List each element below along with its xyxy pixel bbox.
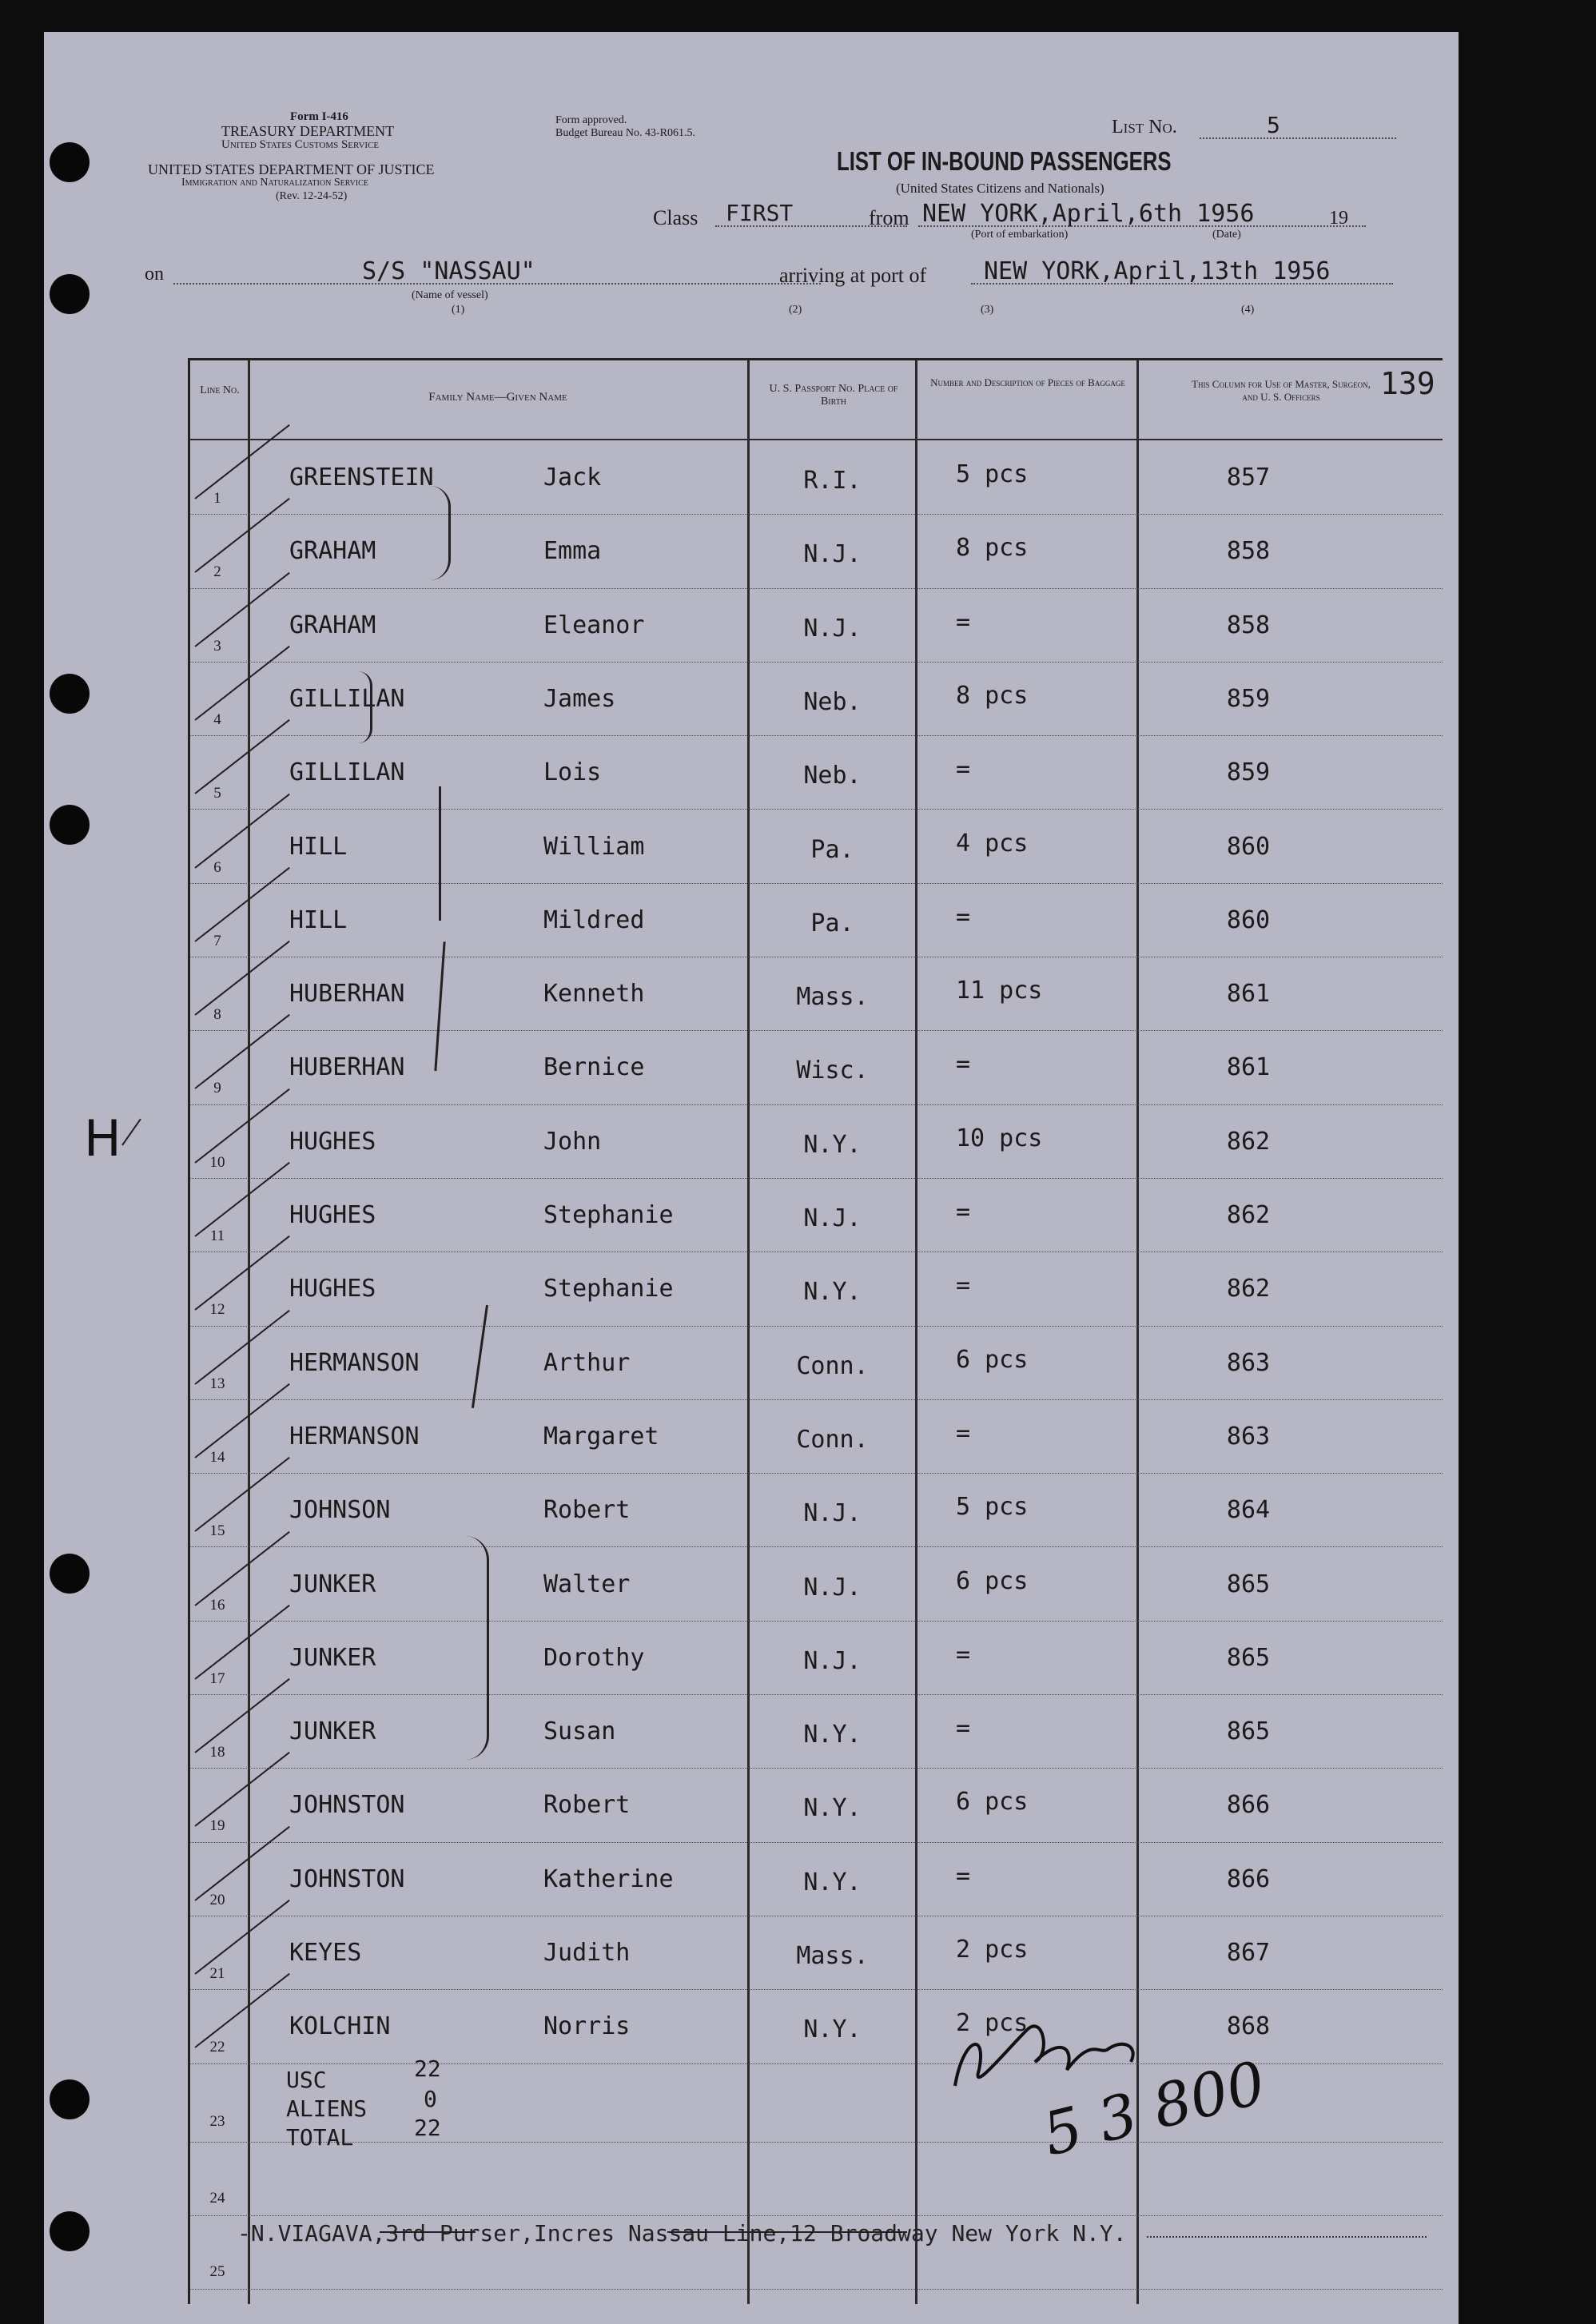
column-number-3: (3)	[981, 304, 994, 316]
baggage: =	[956, 902, 971, 931]
form-approved: Form approved.	[555, 114, 627, 126]
baggage: 4 pcs	[956, 829, 1029, 858]
year-prefix: 19	[1329, 208, 1348, 229]
given-name: Jack	[543, 464, 602, 491]
baggage: =	[956, 1050, 971, 1079]
form-revision: (Rev. 12-24-52)	[276, 190, 348, 202]
empty-row	[190, 2142, 1443, 2216]
punch-hole	[50, 2211, 90, 2251]
baggage: =	[956, 1419, 971, 1447]
line-number: 8	[213, 1006, 221, 1024]
given-name: John	[543, 1127, 602, 1156]
family-name: JOHNSTON	[289, 1864, 405, 1893]
col-header-name: Family Name—Given Name	[428, 391, 567, 404]
col-header-officers: This Column for Use of Master, Surgeon, and U. S. Officers	[1192, 378, 1371, 403]
line-number: 7	[213, 932, 221, 949]
family-name: GRAHAM	[289, 537, 376, 566]
line-number: 18	[209, 1744, 225, 1761]
place-of-birth: N.Y.	[803, 1794, 862, 1823]
given-name: Norris	[543, 2012, 631, 2041]
place-of-birth: Wisc.	[796, 1057, 869, 1085]
line-number: 21	[209, 1965, 225, 1982]
margin-mark: H	[84, 1109, 121, 1168]
form-subtitle: (United States Citizens and Nationals)	[896, 181, 1104, 196]
table-row	[190, 883, 1443, 957]
family-name: JUNKER	[289, 1570, 376, 1598]
baggage: 6 pcs	[956, 1566, 1029, 1595]
family-name: KOLCHIN	[289, 2012, 391, 2041]
line-number: 10	[209, 1153, 225, 1171]
line-number: 3	[213, 637, 221, 655]
table-row	[190, 1916, 1443, 1990]
table-row	[190, 662, 1443, 736]
place-of-birth: Pa.	[810, 909, 854, 937]
place-of-birth: Conn.	[796, 1351, 869, 1380]
signature-scrawl	[939, 2006, 1195, 2102]
place-of-birth: Neb.	[803, 687, 862, 716]
line-number: 17	[209, 1669, 225, 1687]
baggage: =	[956, 1861, 971, 1890]
punch-hole	[50, 274, 90, 314]
place-of-birth: N.Y.	[803, 1278, 862, 1307]
given-name: Mildred	[543, 905, 645, 934]
baggage: =	[956, 1271, 971, 1300]
table-row	[190, 1768, 1443, 1842]
given-name: Robert	[543, 1496, 631, 1525]
officer-number: 860	[1226, 905, 1271, 934]
arriving-label: arriving at port of	[779, 264, 927, 287]
line-number: 5	[213, 785, 221, 802]
port-embarkation-caption: (Port of embarkation)	[971, 229, 1069, 241]
given-name: James	[543, 684, 616, 713]
baggage: 2 pcs	[956, 1936, 1029, 1964]
given-name: Susan	[543, 1717, 616, 1746]
form-title: LIST OF IN-BOUND PASSENGERS	[837, 146, 1172, 176]
family-bracket-gillilan	[354, 671, 372, 743]
manifest-page	[44, 32, 1459, 2324]
given-name: Bernice	[543, 1053, 645, 1082]
given-name: Kenneth	[543, 980, 645, 1009]
baggage: 11 pcs	[956, 977, 1043, 1005]
table-row	[190, 1326, 1443, 1400]
place-of-birth: Pa.	[810, 835, 854, 864]
class-label: Class	[653, 206, 698, 229]
baggage: 8 pcs	[956, 534, 1029, 563]
list-no-label: List No.	[1112, 117, 1177, 137]
from-value: NEW YORK,April,6th 1956	[922, 200, 1255, 228]
table-row	[190, 1473, 1443, 1547]
total-label: TOTAL	[286, 2123, 354, 2151]
line-number: 1	[213, 490, 221, 507]
date-caption: (Date)	[1212, 229, 1241, 241]
line-number: 12	[209, 1301, 225, 1319]
line-number: 15	[209, 1522, 225, 1540]
table-row	[190, 810, 1443, 884]
place-of-birth: N.J.	[803, 614, 862, 643]
officer-number: 865	[1226, 1717, 1271, 1746]
line-number: 25	[209, 2263, 225, 2281]
line-number: 24	[209, 2189, 225, 2207]
family-name: GILLILAN	[289, 684, 405, 713]
column-number-4: (4)	[1241, 304, 1255, 316]
place-of-birth: N.Y.	[803, 1868, 862, 1896]
table-row	[190, 588, 1443, 663]
passenger-table	[188, 358, 1443, 2304]
place-of-birth: N.Y.	[803, 1130, 862, 1159]
family-name: JUNKER	[289, 1643, 376, 1672]
table-row	[190, 1178, 1443, 1252]
officer-number: 861	[1226, 1053, 1271, 1082]
family-name: HUBERHAN	[289, 1053, 405, 1082]
officer-number: 859	[1226, 758, 1271, 787]
usc-value: 22	[414, 2055, 441, 2082]
officer-number: 859	[1226, 684, 1271, 713]
family-name: GREENSTEIN	[289, 464, 434, 491]
officer-number: 862	[1226, 1127, 1271, 1156]
total-value: 22	[414, 2114, 441, 2141]
family-name: JOHNSON	[289, 1496, 391, 1525]
baggage: 6 pcs	[956, 1788, 1029, 1817]
family-name: HILL	[289, 832, 348, 861]
given-name: Arthur	[543, 1348, 631, 1377]
officer-number: 857	[1226, 464, 1271, 491]
line-number: 23	[209, 2112, 225, 2130]
family-name: HUGHES	[289, 1275, 376, 1303]
family-name: HERMANSON	[289, 1348, 420, 1377]
family-name: GILLILAN	[289, 758, 405, 787]
baggage: 6 pcs	[956, 1345, 1029, 1374]
place-of-birth: Mass.	[796, 1942, 869, 1970]
list-no-value: 5	[1267, 112, 1280, 138]
line-number: 6	[213, 858, 221, 876]
place-of-birth: N.Y.	[803, 2016, 862, 2044]
column-header-row	[190, 360, 1443, 440]
from-label: from	[869, 206, 909, 229]
col-header-line-no: Line No.	[200, 384, 240, 396]
line-number: 2	[213, 563, 221, 581]
place-of-birth: N.J.	[803, 1204, 862, 1232]
baggage: 5 pcs	[956, 460, 1029, 488]
line-number: 9	[213, 1080, 221, 1097]
baggage: =	[956, 607, 971, 636]
punch-hole	[50, 674, 90, 714]
punch-hole	[50, 1554, 90, 1594]
column-number-1: (1)	[452, 304, 465, 316]
table-row	[190, 735, 1443, 810]
family-name: KEYES	[289, 1939, 362, 1967]
punch-hole	[50, 142, 90, 182]
place-of-birth: Mass.	[796, 983, 869, 1012]
vessel-name: S/S "NASSAU"	[362, 257, 535, 285]
officer-number: 860	[1226, 832, 1271, 861]
punch-hole	[50, 805, 90, 845]
given-name: Walter	[543, 1570, 631, 1598]
given-name: William	[543, 832, 645, 861]
baggage: =	[956, 1640, 971, 1669]
treasury-department: TREASURY DEPARTMENT	[221, 123, 395, 139]
officer-number: 861	[1226, 980, 1271, 1009]
officer-number: 866	[1226, 1864, 1271, 1893]
table-row	[190, 1694, 1443, 1769]
family-bracket-junker	[444, 1536, 489, 1760]
baggage: =	[956, 755, 971, 784]
customs-service: United States Customs Service	[221, 138, 380, 151]
place-of-birth: N.Y.	[803, 1721, 862, 1749]
family-name: HUGHES	[289, 1127, 376, 1156]
line-number: 20	[209, 1891, 225, 1908]
on-label: on	[145, 264, 164, 285]
officer-number: 858	[1226, 611, 1271, 639]
officer-number: 863	[1226, 1422, 1271, 1451]
baggage: =	[956, 1198, 971, 1226]
given-name: Stephanie	[543, 1275, 674, 1303]
vessel-caption: (Name of vessel)	[412, 289, 488, 301]
table-row	[190, 957, 1443, 1031]
punch-hole	[50, 2079, 90, 2119]
table-row	[190, 1030, 1443, 1104]
officer-number: 862	[1226, 1201, 1271, 1229]
officer-number: 865	[1226, 1570, 1271, 1598]
place-of-birth: N.J.	[803, 1646, 862, 1675]
given-name: Emma	[543, 537, 602, 566]
given-name: Dorothy	[543, 1643, 645, 1672]
family-name: HERMANSON	[289, 1422, 420, 1451]
officer-number: 864	[1226, 1496, 1271, 1525]
table-row	[190, 440, 1443, 515]
purser-line: -N.VIAGAVA,3rd Purser,Incres Nassau Line,12 Broadway New York N.Y.	[237, 2220, 1127, 2246]
family-bracket-graham	[416, 486, 451, 580]
officer-number: 865	[1226, 1643, 1271, 1672]
line-number: 22	[209, 2039, 225, 2056]
baggage: 2 pcs	[956, 2009, 1029, 2038]
class-value: FIRST	[726, 200, 794, 226]
col-header-baggage: Number and Description of Pieces of Baggage	[930, 376, 1125, 388]
line-number: 4	[213, 710, 221, 728]
aliens-label: ALIENS	[286, 2095, 368, 2122]
table-row	[190, 514, 1443, 588]
family-name: GRAHAM	[289, 611, 376, 639]
officer-number: 867	[1226, 1939, 1271, 1967]
given-name: Robert	[543, 1791, 631, 1820]
family-name: HUBERHAN	[289, 980, 405, 1009]
officer-number: 866	[1226, 1791, 1271, 1820]
arriving-value: NEW YORK,April,13th 1956	[984, 257, 1331, 285]
justice-department: UNITED STATES DEPARTMENT OF JUSTICE	[148, 161, 435, 177]
family-name: JUNKER	[289, 1717, 376, 1746]
line-number: 19	[209, 1817, 225, 1835]
family-name: HUGHES	[289, 1201, 376, 1229]
place-of-birth: N.J.	[803, 1499, 862, 1528]
given-name: Stephanie	[543, 1201, 674, 1229]
officer-number: 862	[1226, 1275, 1271, 1303]
officer-number: 868	[1226, 2012, 1271, 2041]
baggage: 5 pcs	[956, 1493, 1029, 1522]
page-number: 139	[1380, 366, 1435, 401]
table-row	[190, 1621, 1443, 1695]
given-name: Margaret	[543, 1422, 659, 1451]
given-name: Eleanor	[543, 611, 645, 639]
table-row	[190, 1252, 1443, 1326]
line-number: 11	[209, 1228, 225, 1244]
line-number: 14	[209, 1448, 225, 1466]
given-name: Judith	[543, 1939, 631, 1967]
family-bracket-hill	[434, 786, 441, 921]
place-of-birth: R.I.	[803, 467, 862, 495]
budget-bureau: Budget Bureau No. 43-R061.5.	[555, 127, 695, 139]
baggage: 10 pcs	[956, 1124, 1043, 1152]
place-of-birth: N.J.	[803, 540, 862, 569]
given-name: Katherine	[543, 1864, 674, 1893]
line-number: 13	[209, 1375, 225, 1392]
table-row	[190, 1842, 1443, 1916]
place-of-birth: Conn.	[796, 1425, 869, 1454]
family-name: JOHNSTON	[289, 1791, 405, 1820]
naturalization-service: Immigration and Naturalization Service	[181, 177, 368, 189]
officer-number: 858	[1226, 537, 1271, 566]
col-header-passport: U. S. Passport No. Place of Birth	[769, 383, 898, 408]
given-name: Lois	[543, 758, 602, 787]
baggage: =	[956, 1714, 971, 1743]
line-number: 16	[209, 1596, 225, 1614]
officer-signature: 5 3 800	[1036, 2048, 1272, 2170]
table-row	[190, 1104, 1443, 1179]
family-name: HILL	[289, 905, 348, 934]
place-of-birth: Neb.	[803, 762, 862, 790]
officer-number: 863	[1226, 1348, 1271, 1377]
table-row	[190, 1399, 1443, 1474]
column-number-2: (2)	[789, 304, 802, 316]
usc-label: USC	[286, 2066, 327, 2093]
form-number: Form I-416	[290, 110, 348, 123]
place-of-birth: N.J.	[803, 1573, 862, 1602]
table-row	[190, 1547, 1443, 1622]
baggage: 8 pcs	[956, 681, 1029, 710]
aliens-value: 0	[424, 2085, 437, 2112]
